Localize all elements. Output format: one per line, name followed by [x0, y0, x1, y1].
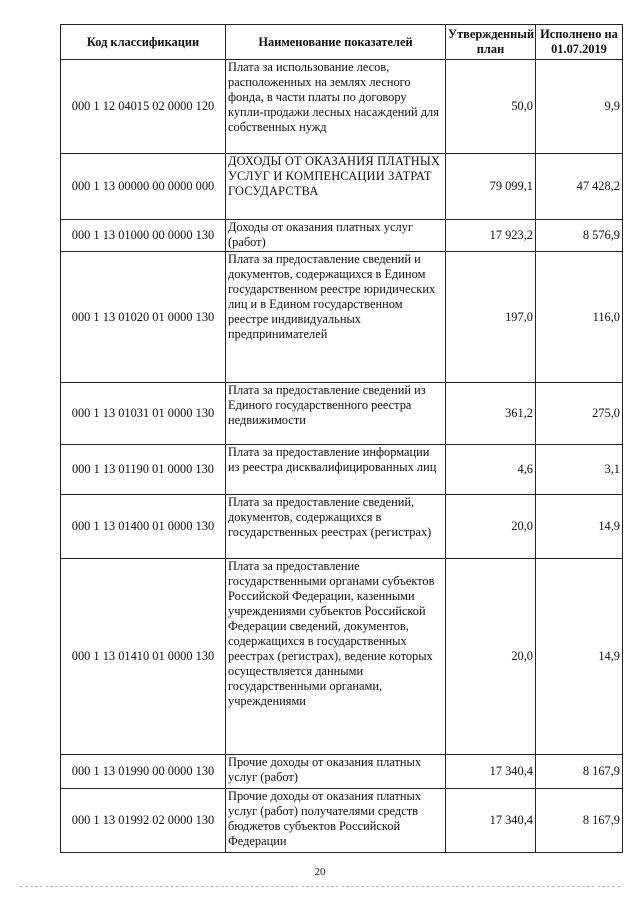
- row-plan: 20,0: [446, 495, 536, 559]
- table-row: [61, 252, 623, 383]
- row-name: Прочие доходы от оказания платных услуг (работ) получателями средств бюджетов субъектов Российской Федерации: [226, 789, 446, 853]
- row-done: 14,9: [536, 559, 623, 755]
- row-done: 8 167,9: [536, 755, 623, 789]
- header-plan: Утвержденный план: [446, 25, 536, 60]
- header-code: Код классификации: [61, 25, 226, 60]
- footer-divider: [20, 886, 620, 887]
- row-name: Плата за использование лесов, расположенных на землях лесного фонда, в части платы по договору купли-продажи лесных насаждений для собственных нужд: [226, 60, 446, 154]
- table-row: [61, 495, 623, 559]
- row-done: 116,0: [536, 252, 623, 383]
- row-code: 000 1 13 01031 01 0000 130: [61, 383, 226, 445]
- row-code: 000 1 13 01992 02 0000 130: [61, 789, 226, 853]
- table-row: [61, 445, 623, 495]
- row-done: 3,1: [536, 445, 623, 495]
- table-row: [61, 60, 623, 154]
- row-plan: 17 923,2: [446, 220, 536, 252]
- row-done: 275,0: [536, 383, 623, 445]
- row-name: Плата за предоставление государственными органами субъектов Российской Федерации, казенными учреждениями субъектов Российской Федерации сведений, документов, содержащихся в государственных реестрах (регистрах), ведение которых осуществляется данными государственными органами, учреждениями: [226, 559, 446, 755]
- row-name: Доходы от оказания платных услуг (работ): [226, 220, 446, 252]
- header-name: Наименование показателей: [226, 25, 446, 60]
- row-plan: 20,0: [446, 559, 536, 755]
- row-name: Плата за предоставление сведений и документов, содержащихся в Едином государственном реестре юридических лиц и в Едином государственном реестре индивидуальных предпринимателей: [226, 252, 446, 383]
- row-code: 000 1 13 01000 00 0000 130: [61, 220, 226, 252]
- row-plan: 79 099,1: [446, 154, 536, 220]
- table-row: [61, 220, 623, 252]
- row-code: 000 1 13 00000 00 0000 000: [61, 154, 226, 220]
- row-name: Плата за предоставление информации из реестра дисквалифицированных лиц: [226, 445, 446, 495]
- row-code: 000 1 13 01190 01 0000 130: [61, 445, 226, 495]
- row-plan: 4,6: [446, 445, 536, 495]
- row-plan: 361,2: [446, 383, 536, 445]
- row-plan: 50,0: [446, 60, 536, 154]
- row-name: ДОХОДЫ ОТ ОКАЗАНИЯ ПЛАТНЫХ УСЛУГ И КОМПЕНСАЦИИ ЗАТРАТ ГОСУДАРСТВА: [226, 154, 446, 220]
- table-header-row: [61, 25, 623, 60]
- row-plan: 197,0: [446, 252, 536, 383]
- header-done: Исполнено на 01.07.2019: [536, 25, 623, 60]
- row-code: 000 1 12 04015 02 0000 120: [61, 60, 226, 154]
- row-code: 000 1 13 01990 00 0000 130: [61, 755, 226, 789]
- row-done: 8 576,9: [536, 220, 623, 252]
- row-done: 8 167,9: [536, 789, 623, 853]
- row-code: 000 1 13 01410 01 0000 130: [61, 559, 226, 755]
- row-done: 14,9: [536, 495, 623, 559]
- row-name: Плата за предоставление сведений из Единого государственного реестра недвижимости: [226, 383, 446, 445]
- table-row: [61, 383, 623, 445]
- row-plan: 17 340,4: [446, 755, 536, 789]
- row-name: Прочие доходы от оказания платных услуг (работ): [226, 755, 446, 789]
- row-plan: 17 340,4: [446, 789, 536, 853]
- row-name: Плата за предоставление сведений, документов, содержащихся в государственных реестрах (регистрах): [226, 495, 446, 559]
- row-done: 9,9: [536, 60, 623, 154]
- table-row: [61, 789, 623, 853]
- table-row: [61, 559, 623, 755]
- row-done: 47 428,2: [536, 154, 623, 220]
- table-row: [61, 755, 623, 789]
- revenue-table: [60, 24, 623, 853]
- table-row: [61, 154, 623, 220]
- page-number: 20: [314, 866, 326, 878]
- row-code: 000 1 13 01400 01 0000 130: [61, 495, 226, 559]
- row-code: 000 1 13 01020 01 0000 130: [61, 252, 226, 383]
